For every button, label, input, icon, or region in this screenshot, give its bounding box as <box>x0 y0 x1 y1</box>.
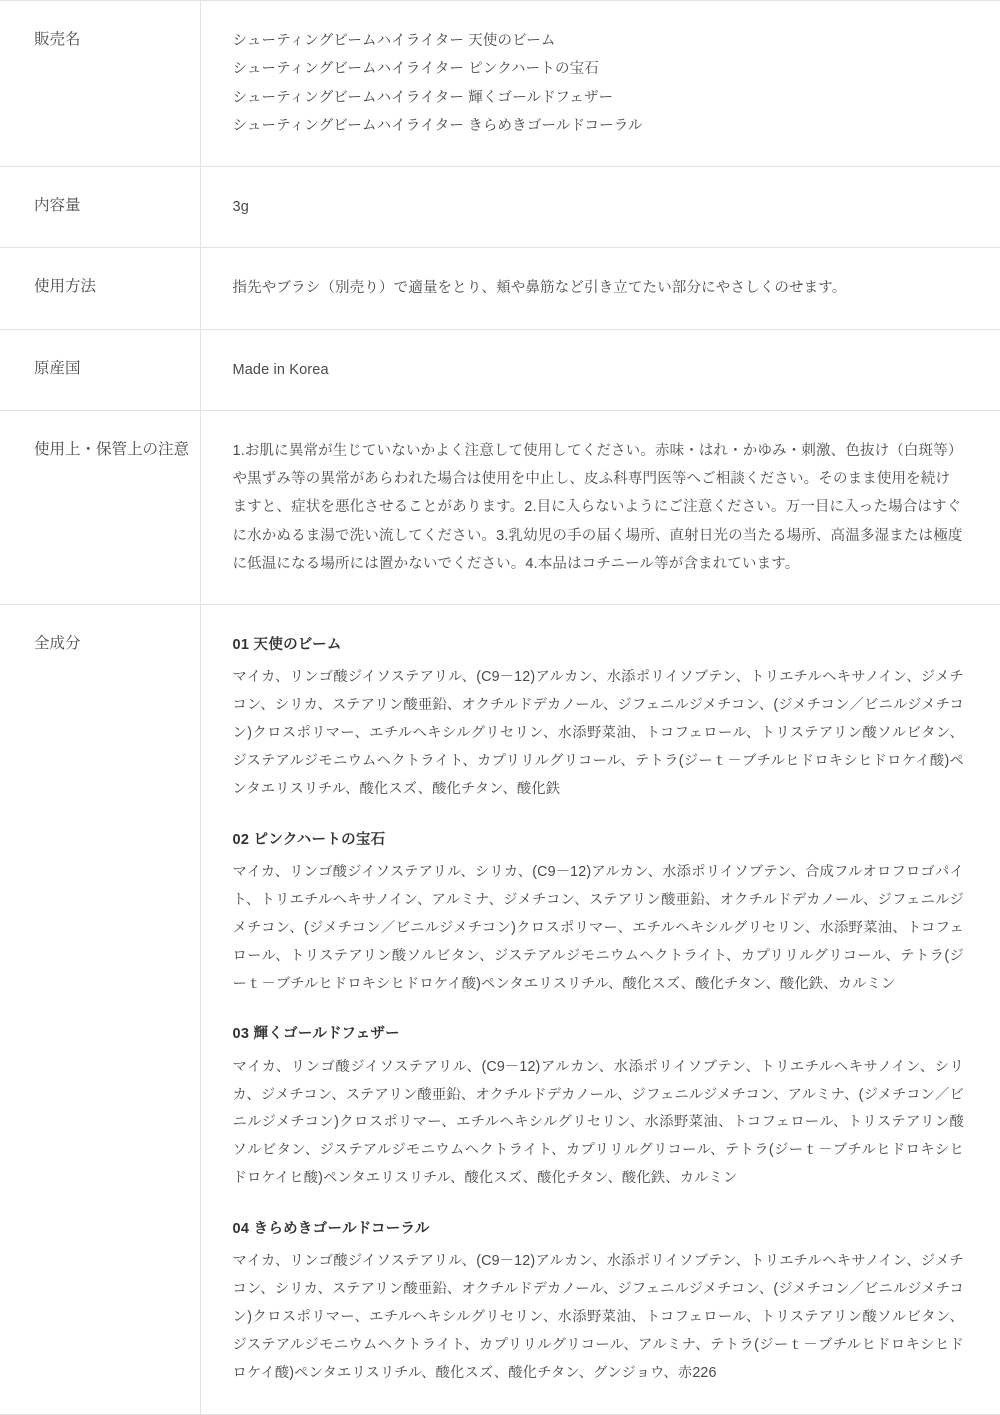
spec-label-ingredients: 全成分 <box>0 605 200 1415</box>
ingredient-group-body: マイカ、リンゴ酸ジイソステアリル、(C9－12)アルカン、水添ポリイソブテン、トリエチルヘキサノイン、ジメチコン、シリカ、ステアリン酸亜鉛、オクチルドデカノール、ジフェニルジメチコン、(ジメチコン／ビニルジメチコン)クロスポリマー、エチルヘキシルグリセリン、水添野菜油、トコフェロール、トリステアリン酸ソルビタン、ジステアルジモニウムヘクトライト、カプリリルグリコール、アルミナ、テトラ(ジーｔ－ブチルヒドロキシヒドロケイ酸)ペンタエリスリチル、酸化スズ、酸化チタン、グンジョウ、赤226 <box>232 1253 964 1381</box>
table-row-cautions <box>0 410 1000 604</box>
product-name-line: シューティングビームハイライター きらめきゴールドコーラル <box>232 117 643 134</box>
spec-label-usage: 使用方法 <box>0 248 200 329</box>
ingredient-group-title: 04 きらめきゴールドコーラル <box>232 1221 430 1238</box>
spec-value-product-name <box>200 1 1000 167</box>
spec-value-volume <box>200 167 1000 248</box>
ingredient-group <box>233 1020 965 1193</box>
table-row-product-name <box>0 1 1000 167</box>
ingredient-group-title: 02 ピンクハートの宝石 <box>232 831 386 848</box>
table-row-usage <box>0 248 1000 329</box>
product-name-line: シューティングビームハイライター 輝くゴールドフェザー <box>232 89 614 106</box>
spec-value-cautions: 1.お肌に異常が生じていないかよく注意して使用してください。赤味・はれ・かゆみ・刺激、色抜け（白斑等）や黒ずみ等の異常があらわれた場合は使用を中止し、皮ふ科専門医等へご相談ください。そのまま使用を続けますと、症状を悪化させることがあります。2.目に入らないようにご注意ください。万一目に入った場合はすぐに水かぬるま湯で洗い流してください。3.乳幼児の手の届く場所、直射日光の当たる場所、高温多湿または極度に低温になる場所には置かないでください。4.本品はコチニール等が含まれています。 <box>232 442 963 572</box>
spec-label-origin: 原産国 <box>0 329 200 410</box>
ingredient-group <box>233 631 965 804</box>
spec-label-cautions: 使用上・保管上の注意 <box>0 410 200 604</box>
ingredient-group <box>233 826 965 999</box>
table-row-origin <box>0 329 1000 410</box>
table-row-volume <box>0 167 1000 248</box>
spec-value-ingredients <box>200 605 1000 1415</box>
ingredient-group-body: マイカ、リンゴ酸ジイソステアリル、(C9－12)アルカン、水添ポリイソブテン、トリエチルヘキサノイン、シリカ、ジメチコン、ステアリン酸亜鉛、オクチルドデカノール、ジフェニルジメチコン、アルミナ、(ジメチコン／ビニルジメチコン)クロスポリマー、エチルヘキシルグリセリン、水添野菜油、トコフェロール、トリステアリン酸ソルビタン、ジステアルジモニウムヘクトライト、カプリリルグリコール、テトラ(ジーｔ－ブチルヒドロキシヒドロケイヒ酸)ペンタエリスリチル、酸化スズ、酸化チタン、酸化鉄、カルミン <box>232 1058 964 1187</box>
product-name-line: シューティングビームハイライター 天使のビーム <box>232 33 556 49</box>
ingredient-group <box>233 1215 965 1388</box>
ingredient-group-title: 01 天使のビーム <box>232 637 342 654</box>
spec-label-product-name: 販売名 <box>0 1 200 167</box>
ingredient-group-body: マイカ、リンゴ酸ジイソステアリル、(C9－12)アルカン、水添ポリイソブテン、トリエチルヘキサノイン、ジメチコン、シリカ、ステアリン酸亜鉛、オクチルドデカノール、ジフェニルジメチコン、(ジメチコン／ビニルジメチコン)クロスポリマー、エチルヘキシルグリセリン、水添野菜油、トコフェロール、トリステアリン酸ソルビタン、ジステアルジモニウムヘクトライト、カプリリルグリコール、テトラ(ジーｔ－ブチルヒドロキシヒドロケイ酸)ペンタエリスリチル、酸化スズ、酸化チタン、酸化鉄 <box>232 669 964 797</box>
product-name-line: シューティングビームハイライター ピンクハートの宝石 <box>232 61 599 78</box>
ingredient-group-title: 03 輝くゴールドフェザー <box>232 1026 400 1043</box>
usage-line: 指先やブラシ（別売り）で適量をとり、頬や鼻筋など引き立てたい部分にやさしくのせます。 <box>232 280 847 297</box>
origin-line: Made in Korea <box>232 361 329 378</box>
table-row-ingredients <box>0 605 1000 1415</box>
spec-value-origin <box>200 329 1000 410</box>
volume-line: 3g <box>232 199 249 216</box>
spec-label-volume: 内容量 <box>0 167 200 248</box>
ingredient-group-body: マイカ、リンゴ酸ジイソステアリル、シリカ、(C9－12)アルカン、水添ポリイソブテン、合成フルオロフロゴパイト、トリエチルヘキサノイン、アルミナ、ジメチコン、ステアリン酸亜鉛、オクチルドデカノール、ジフェニルジメチコン、(ジメチコン／ビニルジメチコン)クロスポリマー、エチルヘキシルグリセリン、水添野菜油、トコフェロール、トリステアリン酸ソルビタン、ジステアルジモニウムヘクトライト、カプリリルグリコール、テトラ(ジーｔ－ブチルヒドロキシヒドロケイ酸)ペンタエリスリチル、酸化スズ、酸化チタン、酸化鉄、カルミン <box>232 864 964 992</box>
spec-value-usage <box>200 248 1000 329</box>
